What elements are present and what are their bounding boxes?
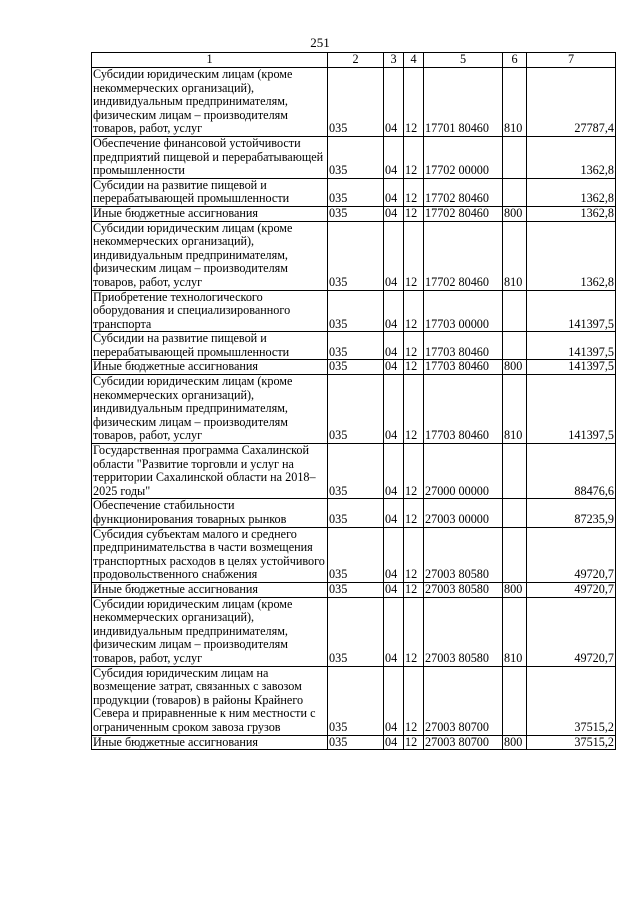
row-chapter-cell: 035 xyxy=(328,666,384,735)
row-target-article-cell: 17703 80460 xyxy=(424,332,503,360)
row-expense-type-cell xyxy=(503,136,527,178)
row-subsection-cell: 12 xyxy=(404,206,424,221)
row-name-cell: Субсидии юридическим лицам (кроме некоммерческих организаций), индивидуальным предпринимателям, физическим лицам – производителям товаров, работ, услуг xyxy=(92,597,328,666)
table-header-row xyxy=(92,53,616,68)
row-name-cell: Субсидии юридическим лицам (кроме некоммерческих организаций), индивидуальным предпринимателям, физическим лицам – производителям товаров, работ, услуг xyxy=(92,68,328,137)
row-subsection-cell: 12 xyxy=(404,735,424,750)
row-chapter-cell: 035 xyxy=(328,290,384,332)
row-subsection-cell: 12 xyxy=(404,290,424,332)
column-header-3: 3 xyxy=(384,53,404,68)
row-amount-cell: 37515,2 xyxy=(527,735,616,750)
row-target-article-cell: 17701 80460 xyxy=(424,68,503,137)
row-target-article-cell: 17703 80460 xyxy=(424,375,503,444)
row-subsection-cell: 12 xyxy=(404,582,424,597)
row-subsection-cell: 12 xyxy=(404,221,424,290)
column-header-5: 5 xyxy=(424,53,503,68)
row-section-cell: 04 xyxy=(384,666,404,735)
row-subsection-cell: 12 xyxy=(404,136,424,178)
row-name-cell: Субсидии юридическим лицам (кроме некоммерческих организаций), индивидуальным предпринимателям, физическим лицам – производителям товаров, работ, услуг xyxy=(92,221,328,290)
row-name-cell: Субсидии на развитие пищевой и перерабатывающей промышленности xyxy=(92,332,328,360)
row-chapter-cell: 035 xyxy=(328,136,384,178)
row-target-article-cell: 27000 00000 xyxy=(424,444,503,499)
row-target-article-cell: 27003 00000 xyxy=(424,499,503,527)
column-header-1: 1 xyxy=(92,53,328,68)
row-amount-cell: 1362,8 xyxy=(527,136,616,178)
row-chapter-cell: 035 xyxy=(328,444,384,499)
row-chapter-cell: 035 xyxy=(328,375,384,444)
row-amount-cell: 88476,6 xyxy=(527,444,616,499)
row-expense-type-cell: 810 xyxy=(503,375,527,444)
row-expense-type-cell xyxy=(503,178,527,206)
table-row xyxy=(92,332,616,360)
row-amount-cell: 49720,7 xyxy=(527,527,616,582)
page-number: 251 xyxy=(310,35,330,50)
row-expense-type-cell xyxy=(503,666,527,735)
row-name-cell: Субсидия юридическим лицам на возмещение затрат, связанных с завозом продукции (товаров) в районы Крайнего Севера и приравненные к ним местности с ограниченным сроком завоза грузов xyxy=(92,666,328,735)
row-name-cell: Обеспечение стабильности функционирования товарных рынков xyxy=(92,499,328,527)
row-subsection-cell: 12 xyxy=(404,666,424,735)
row-amount-cell: 141397,5 xyxy=(527,360,616,375)
row-chapter-cell: 035 xyxy=(328,221,384,290)
row-subsection-cell: 12 xyxy=(404,499,424,527)
table-row xyxy=(92,206,616,221)
table-row xyxy=(92,290,616,332)
row-target-article-cell: 27003 80580 xyxy=(424,582,503,597)
table-row xyxy=(92,178,616,206)
row-target-article-cell: 17702 00000 xyxy=(424,136,503,178)
row-name-cell: Иные бюджетные ассигнования xyxy=(92,360,328,375)
table-row xyxy=(92,68,616,137)
row-chapter-cell: 035 xyxy=(328,499,384,527)
row-name-cell: Приобретение технологического оборудования и специализированного транспорта xyxy=(92,290,328,332)
row-chapter-cell: 035 xyxy=(328,527,384,582)
row-section-cell: 04 xyxy=(384,597,404,666)
row-chapter-cell: 035 xyxy=(328,68,384,137)
table-row xyxy=(92,444,616,499)
row-subsection-cell: 12 xyxy=(404,178,424,206)
row-section-cell: 04 xyxy=(384,332,404,360)
row-amount-cell: 1362,8 xyxy=(527,206,616,221)
row-expense-type-cell: 800 xyxy=(503,360,527,375)
row-amount-cell: 49720,7 xyxy=(527,597,616,666)
row-chapter-cell: 035 xyxy=(328,178,384,206)
row-target-article-cell: 27003 80580 xyxy=(424,527,503,582)
row-section-cell: 04 xyxy=(384,582,404,597)
row-target-article-cell: 17703 00000 xyxy=(424,290,503,332)
row-section-cell: 04 xyxy=(384,444,404,499)
row-amount-cell: 27787,4 xyxy=(527,68,616,137)
row-amount-cell: 141397,5 xyxy=(527,332,616,360)
row-expense-type-cell xyxy=(503,527,527,582)
row-target-article-cell: 17702 80460 xyxy=(424,206,503,221)
row-section-cell: 04 xyxy=(384,206,404,221)
row-section-cell: 04 xyxy=(384,221,404,290)
row-name-cell: Иные бюджетные ассигнования xyxy=(92,582,328,597)
row-subsection-cell: 12 xyxy=(404,527,424,582)
row-subsection-cell: 12 xyxy=(404,68,424,137)
row-target-article-cell: 27003 80580 xyxy=(424,597,503,666)
row-expense-type-cell xyxy=(503,332,527,360)
table-row xyxy=(92,360,616,375)
row-expense-type-cell: 810 xyxy=(503,221,527,290)
table-row xyxy=(92,597,616,666)
row-name-cell: Иные бюджетные ассигнования xyxy=(92,735,328,750)
row-section-cell: 04 xyxy=(384,375,404,444)
row-section-cell: 04 xyxy=(384,527,404,582)
row-name-cell: Государственная программа Сахалинской области "Развитие торговли и услуг на территории Сахалинской области на 2018–2025 годы" xyxy=(92,444,328,499)
row-name-cell: Субсидии юридическим лицам (кроме некоммерческих организаций), индивидуальным предпринимателям, физическим лицам – производителям товаров, работ, услуг xyxy=(92,375,328,444)
budget-table xyxy=(91,52,616,750)
row-section-cell: 04 xyxy=(384,735,404,750)
row-subsection-cell: 12 xyxy=(404,375,424,444)
row-target-article-cell: 27003 80700 xyxy=(424,735,503,750)
row-section-cell: 04 xyxy=(384,68,404,137)
row-name-cell: Иные бюджетные ассигнования xyxy=(92,206,328,221)
row-section-cell: 04 xyxy=(384,136,404,178)
row-amount-cell: 141397,5 xyxy=(527,290,616,332)
column-header-2: 2 xyxy=(328,53,384,68)
row-amount-cell: 1362,8 xyxy=(527,178,616,206)
row-section-cell: 04 xyxy=(384,360,404,375)
row-expense-type-cell: 810 xyxy=(503,597,527,666)
row-target-article-cell: 17702 80460 xyxy=(424,178,503,206)
row-subsection-cell: 12 xyxy=(404,332,424,360)
row-chapter-cell: 035 xyxy=(328,332,384,360)
row-expense-type-cell: 800 xyxy=(503,206,527,221)
table-row xyxy=(92,499,616,527)
row-section-cell: 04 xyxy=(384,290,404,332)
table-row xyxy=(92,375,616,444)
row-amount-cell: 141397,5 xyxy=(527,375,616,444)
row-target-article-cell: 17703 80460 xyxy=(424,360,503,375)
row-name-cell: Обеспечение финансовой устойчивости предприятий пищевой и перерабатывающей промышленности xyxy=(92,136,328,178)
row-subsection-cell: 12 xyxy=(404,360,424,375)
row-expense-type-cell xyxy=(503,290,527,332)
table-row xyxy=(92,527,616,582)
row-amount-cell: 49720,7 xyxy=(527,582,616,597)
row-amount-cell: 87235,9 xyxy=(527,499,616,527)
column-header-4: 4 xyxy=(404,53,424,68)
row-expense-type-cell xyxy=(503,444,527,499)
table-row xyxy=(92,136,616,178)
row-subsection-cell: 12 xyxy=(404,444,424,499)
row-amount-cell: 37515,2 xyxy=(527,666,616,735)
row-target-article-cell: 17702 80460 xyxy=(424,221,503,290)
row-expense-type-cell: 800 xyxy=(503,582,527,597)
table-row xyxy=(92,735,616,750)
row-expense-type-cell: 810 xyxy=(503,68,527,137)
row-expense-type-cell: 800 xyxy=(503,735,527,750)
row-subsection-cell: 12 xyxy=(404,597,424,666)
row-chapter-cell: 035 xyxy=(328,735,384,750)
table-row xyxy=(92,221,616,290)
table-row xyxy=(92,666,616,735)
row-chapter-cell: 035 xyxy=(328,360,384,375)
row-name-cell: Субсидии на развитие пищевой и перерабатывающей промышленности xyxy=(92,178,328,206)
row-chapter-cell: 035 xyxy=(328,597,384,666)
column-header-7: 7 xyxy=(527,53,616,68)
row-name-cell: Субсидия субъектам малого и среднего предпринимательства в части возмещения транспортных расходов в целях устойчивого продовольственного снабжения xyxy=(92,527,328,582)
row-chapter-cell: 035 xyxy=(328,206,384,221)
row-chapter-cell: 035 xyxy=(328,582,384,597)
row-section-cell: 04 xyxy=(384,499,404,527)
table-row xyxy=(92,582,616,597)
row-section-cell: 04 xyxy=(384,178,404,206)
row-target-article-cell: 27003 80700 xyxy=(424,666,503,735)
column-header-6: 6 xyxy=(503,53,527,68)
row-expense-type-cell xyxy=(503,499,527,527)
row-amount-cell: 1362,8 xyxy=(527,221,616,290)
